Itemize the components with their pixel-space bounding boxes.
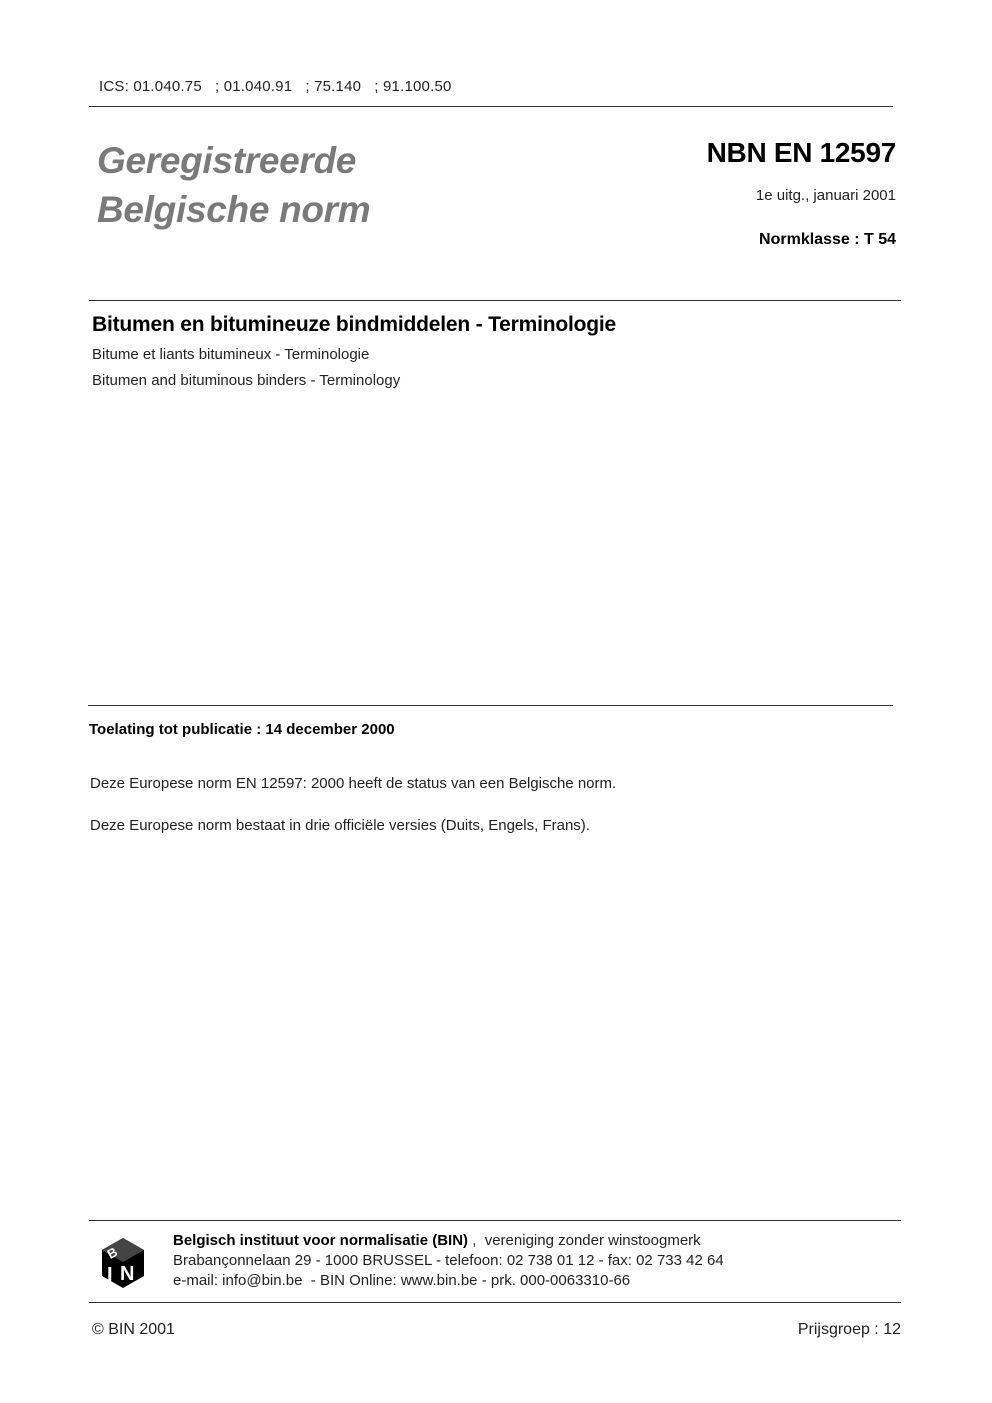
header-divider	[89, 106, 893, 107]
organisation-address: Brabançonnelaan 29 - 1000 BRUSSEL - telefoon: 02 738 01 12 - fax: 02 733 42 64	[173, 1252, 724, 1269]
title-english: Bitumen and bituminous binders - Terminology	[92, 372, 401, 389]
price-group: Prijsgroep : 12	[797, 1321, 901, 1338]
organisation-name: Belgisch instituut voor normalisatie (BIN)	[173, 1232, 469, 1249]
registered-norm-heading	[97, 136, 370, 234]
organisation-type: , vereniging zonder winstoogmerk	[468, 1232, 701, 1249]
footer-divider	[89, 1220, 901, 1221]
status-paragraph: Deze Europese norm EN 12597: 2000 heeft de status van een Belgische norm.	[90, 775, 617, 792]
registered-line-1: Geregistreerde	[97, 140, 357, 181]
body-divider	[88, 705, 893, 706]
registered-line-2: Belgische norm	[97, 189, 371, 230]
norm-class: Normklasse : T 54	[759, 231, 896, 248]
approval-date: Toelating tot publicatie : 14 december 2000	[89, 721, 395, 738]
title-french: Bitume et liants bitumineux - Terminologie	[92, 346, 370, 363]
organisation-line	[173, 1231, 724, 1251]
bin-logo-icon	[98, 1236, 148, 1290]
edition-date: 1e uitg., januari 2001	[755, 187, 896, 204]
svg-text:B: B	[104, 1244, 120, 1262]
copyright-divider	[89, 1302, 901, 1303]
organisation-info	[173, 1231, 724, 1291]
copyright: © BIN 2001	[92, 1321, 175, 1338]
svg-text:I: I	[107, 1264, 113, 1286]
svg-text:N: N	[120, 1263, 135, 1285]
ics-codes: ICS: 01.040.75 ; 01.040.91 ; 75.140 ; 91.100.50	[99, 78, 452, 95]
title-dutch: Bitumen en bitumineuze bindmiddelen - Terminologie	[92, 313, 616, 336]
standard-code: NBN EN 12597	[706, 137, 896, 168]
title-divider	[89, 300, 901, 301]
organisation-contact: e-mail: info@bin.be - BIN Online: www.bin.be - prk. 000-0063310-66	[173, 1272, 631, 1289]
versions-paragraph: Deze Europese norm bestaat in drie officiële versies (Duits, Engels, Frans).	[90, 817, 590, 834]
